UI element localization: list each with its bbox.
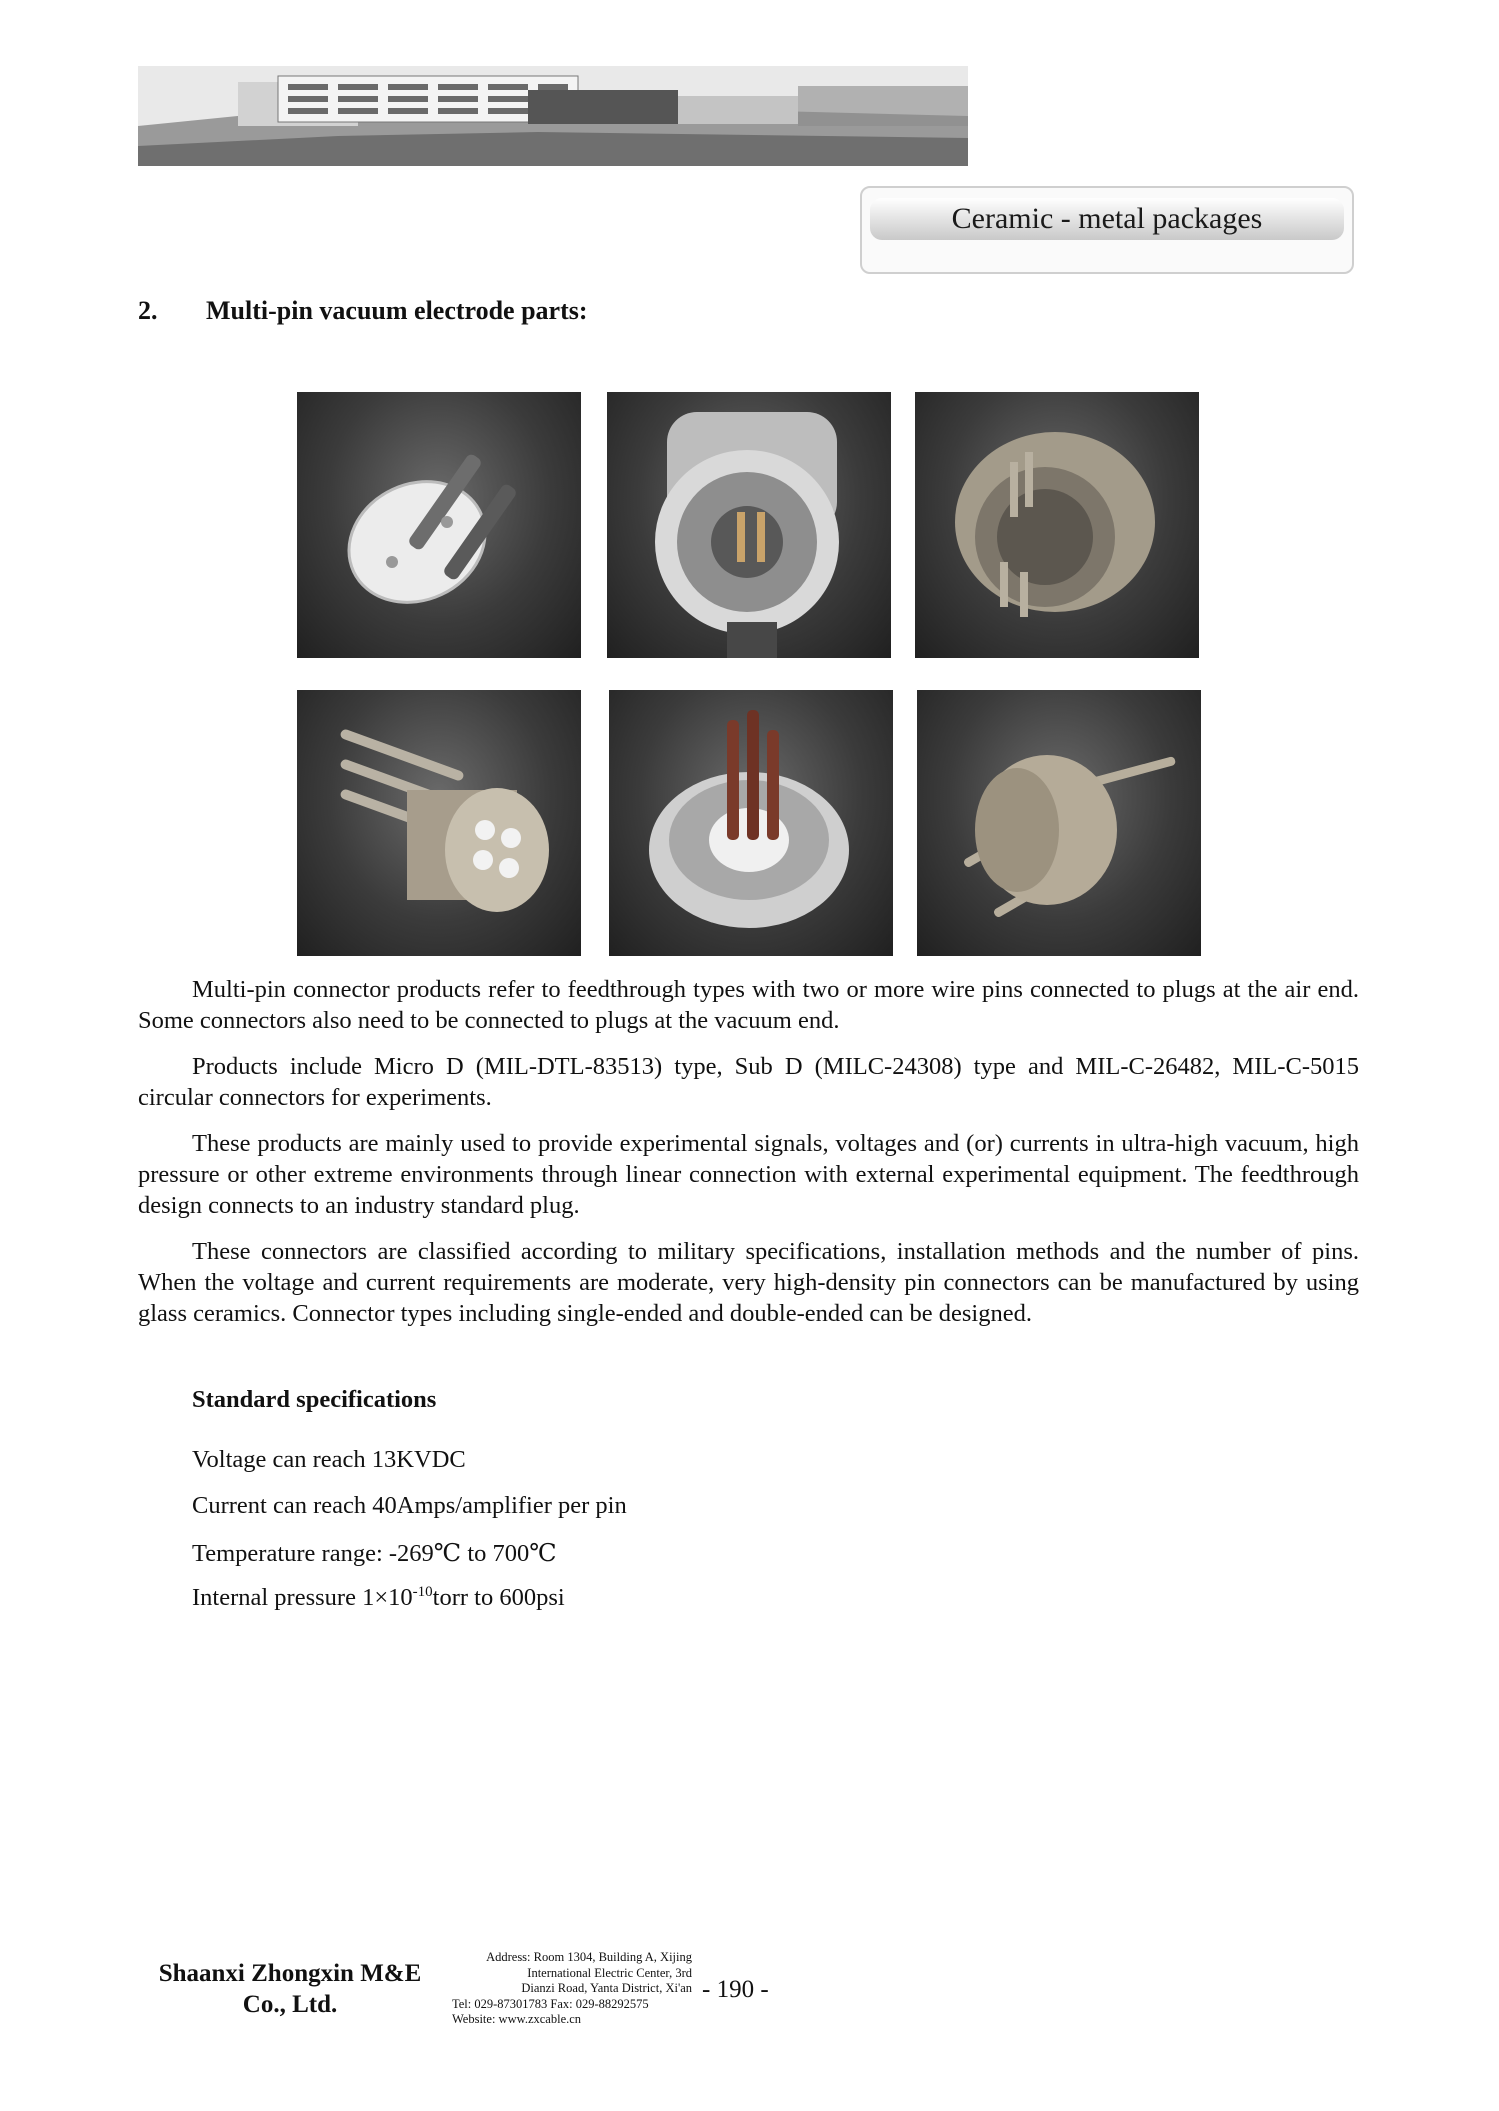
- address-line2: International Electric Center, 3rd: [527, 1965, 692, 1980]
- address-line1: Address: Room 1304, Building A, Xijing: [486, 1950, 692, 1964]
- paragraph: These products are mainly used to provide experimental signals, voltages and (or) currents in ultra-high vacuum, high pressure or other extreme environments through linear connection with external experimental equipment. The feedthrough design connects to an industry standard plug.: [138, 1130, 1359, 1219]
- connector-photo-5: [609, 690, 893, 956]
- website: Website: www.zxcable.cn: [452, 2012, 582, 2026]
- spec-list: [192, 1446, 627, 1630]
- section-number: 2.: [138, 296, 158, 325]
- body-text: [138, 974, 1359, 1344]
- pressure-exponent: -10: [412, 1584, 433, 1600]
- section-tab: [860, 186, 1354, 274]
- footer-address: [452, 1950, 692, 2028]
- spec-temperature: Temperature range: -269℃ to 700℃: [192, 1540, 557, 1567]
- pressure-suffix: torr to 600psi: [432, 1584, 565, 1612]
- paragraph: Products include Micro D (MIL-DTL-83513) type, Sub D (MILC-24308) type and MIL-C-26482, MIL-C-5015 circular connectors for experiments.: [138, 1053, 1359, 1111]
- company-name-line2: Co., Ltd.: [242, 1991, 338, 2018]
- section-title: Multi-pin vacuum electrode parts:: [206, 296, 588, 325]
- company-name-line1: Shaanxi Zhongxin M&E: [158, 1960, 422, 1987]
- spec-pressure: [192, 1584, 627, 1630]
- paragraph: Multi-pin connector products refer to feedthrough types with two or more wire pins connected to plugs at the air end. Some connectors also need to be connected to plugs at the vacuum end.: [138, 976, 1359, 1034]
- connector-photo-2: [607, 392, 891, 658]
- connector-photo-3: [915, 392, 1199, 658]
- section-heading: [138, 296, 588, 326]
- spec-current: Current can reach 40Amps/amplifier per pin: [192, 1492, 627, 1519]
- connector-photo-4: [297, 690, 581, 956]
- connector-photo-1: [297, 392, 581, 658]
- paragraph: These connectors are classified according to military specifications, installation methods and the number of pins. When the voltage and current requirements are moderate, very high-density pin connectors can be manufactured by using glass ceramics. Connector types including single-ended and double-ended can be designed.: [138, 1238, 1359, 1327]
- pressure-prefix: Internal pressure 1×10: [192, 1584, 413, 1612]
- connector-photo-6: [917, 690, 1201, 956]
- footer-company: [140, 1958, 440, 2020]
- section-tab-label: Ceramic - metal packages: [870, 198, 1344, 240]
- spec-voltage: Voltage can reach 13KVDC: [192, 1446, 466, 1473]
- page-number: - 190 -: [702, 1976, 769, 2003]
- spec-heading: Standard specifications: [192, 1386, 437, 1413]
- tel-fax: Tel: 029-87301783 Fax: 029-88292575: [452, 1996, 649, 2011]
- address-line3: Dianzi Road, Yanta District, Xi'an: [521, 1981, 692, 1995]
- header-banner-image: [138, 66, 968, 166]
